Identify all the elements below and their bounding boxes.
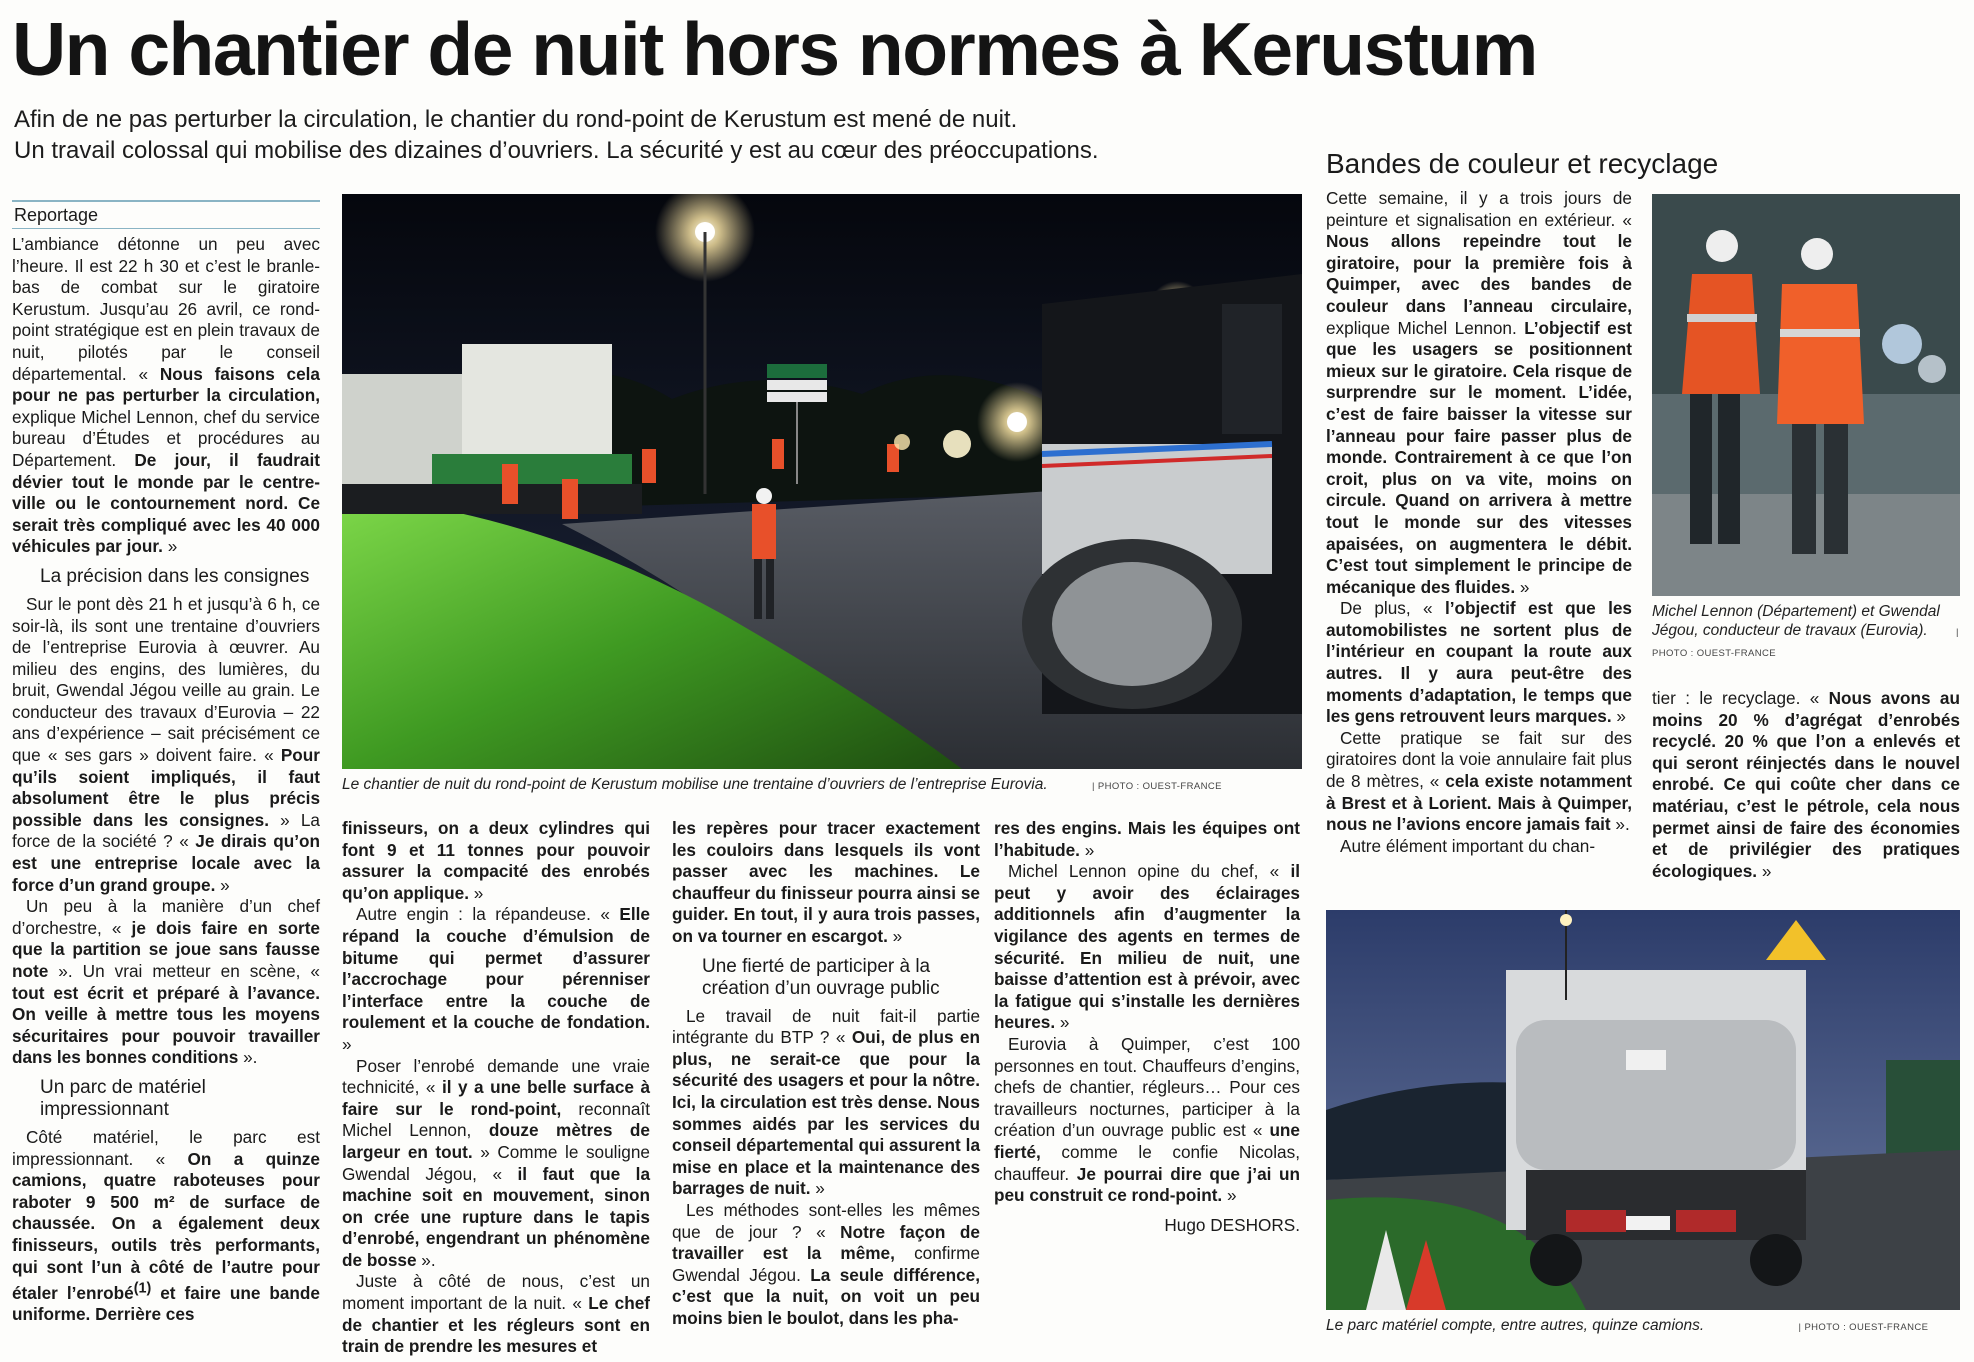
paragraph: Eurovia à Quimper, c’est 100 personnes en tout. Chauffeurs d’engins, chefs de chantier, régleurs… Pour ces travailleurs nocturnes, participer à la création d’un ouvrage public est « une fierté, comme le confie Nicolas, chauffeur. Je pourrai dire que j’ai un peu construit ce rond-point. » <box>994 1033 1300 1206</box>
two-men-illustration <box>1652 194 1960 596</box>
subhead-2: Un parc de matériel impressionnant <box>40 1076 206 1120</box>
paragraph: Autre élément important du chan- <box>1340 835 1596 856</box>
paragraph: tier : le recyclage. « Nous avons au moins 20 % d’agrégat d’enrobés recyclé. 20 % que l’on a enlevés et qui seront réinjectés dans le nouvel enrobé. Ce qui coûte cher dans ce matériau, c’est le pétrole, cela nous permet ainsi de faire des économies et de privilégier des pratiques écologiques. » <box>1652 688 1960 881</box>
paragraph: Sur le pont dès 21 h et jusqu’à 6 h, ce soir-là, ils sont une trentaine d’ouvriers de l’entreprise Eurovia à œuvrer. Au milieu des engins, des lumières, du bruit, Gwendal Jégou veille au grain. Le conducteur des travaux d’Eurovia – 22 ans d’expérience – sait précisément ce que « ses gars » doivent faire. « Pour qu’ils soient impliqués, il faut absolument être le plus précis possible dans les consignes. » La force de la société ? « Je dirais qu’on est une entreprise locale avec la force d’un grand groupe. » <box>12 593 321 895</box>
subhead-3: Une fierté de participer à la création d’un ouvrage public <box>702 955 940 999</box>
paragraph: finisseurs, on a deux cylindres qui font 9 et 11 tonnes pour pouvoir assurer la compacité des enrobés qu’on applique. » <box>342 818 650 903</box>
truck-photo <box>1326 910 1960 1310</box>
article-column-6 <box>1652 688 1960 882</box>
photo-credit: | PHOTO : OUEST-FRANCE <box>1798 1322 1929 1333</box>
main-photo-caption <box>342 775 1302 796</box>
photo-credit: | PHOTO : OUEST-FRANCE <box>1652 627 1959 659</box>
caption-text: Le chantier de nuit du rond-point de Kerustum mobilise une trentaine d’ouvriers de l’entreprise Eurovia. <box>342 776 1048 793</box>
night-roadworks-illustration <box>342 194 1302 769</box>
paragraph: Côté matériel, le parc est impressionnant. « On a quinze camions, quatre raboteuses pour raboter 9 500 m² de surface de chaussée. On a également deux finisseurs, outils très performants, qui sont l’un à côté de l’autre pour étaler l’enrobé$^{(1)}$ et faire une bande uniforme. Derrière ces <box>12 1126 320 1325</box>
main-photo <box>342 194 1302 769</box>
paragraph: L’ambiance détonne un peu avec l’heure. Il est 22 h 30 et c’est le branle-bas de combat sur le giratoire Kerustum. Jusqu’au 26 avril, ce rond-point stratégique est en plein travaux de nuit, pilotés par le conseil départemental. « Nous faisons cela pour ne pas perturber la circulation, explique Michel Lennon, chef du service bureau d’Études et procédures au Département. De jour, il faudrait dévier tout le monde par le centre-ville ou le contournement nord. Ce serait très compliqué avec les 40 000 véhicules par jour. » <box>12 234 320 557</box>
subhead-1: La précision dans les consignes <box>40 565 310 587</box>
paragraph: Poser l’enrobé demande une vraie technicité, « il y a une belle surface à faire sur le rond-point, reconnaît Michel Lennon, douze mètres de largeur en tout. » Comme le souligne Gwendal Jégou, « il faut que la machine soit en mouvement, sinon on crée une rupture dans le tapis d’enrobé, engendrant un phénomène de bosse ». <box>342 1055 651 1270</box>
caption-text: Le parc matériel compte, entre autres, quinze camions. <box>1326 1317 1705 1334</box>
paragraph: Un peu à la manière d’un chef d’orchestre, « je dois faire en sorte que la partition se joue sans fausse note ». Un vrai metteur en scène, « tout est écrit et préparé à l’avance. On veille à mettre tous les moyens sécuritaires pour pouvoir travailler dans les bonnes conditions ». <box>12 896 320 1068</box>
article-column-4 <box>994 818 1300 1236</box>
truck-photo-caption <box>1326 1316 1960 1337</box>
article-column-2 <box>342 818 650 1358</box>
paragraph: Les méthodes sont-elles les mêmes que de jour ? « Notre façon de travailler est la même, confirme Gwendal Jégou. La seule différence, c’est que la nuit, on voit un peu moins bien le boulot, dans les pha- <box>672 1199 980 1328</box>
standfirst <box>14 104 1314 166</box>
paragraph: Cette pratique se fait sur des giratoires dont la voie annulaire fait plus de 8 mètres, « cela existe notamment à Brest et à Lorient. Mais à Quimper, nous ne l’avions encore jamais fait ». <box>1326 727 1632 835</box>
rubric-label: Reportage <box>12 200 320 229</box>
paragraph: Le travail de nuit fait-il partie intégrante du BTP ? « Oui, de plus en plus, ne serait-ce que pour la sécurité des usagers et pour la nôtre. Ici, la circulation est très dense. Nous sommes aidés par les services du conseil départemental qui assurent la mise en place et la maintenance des barrages de nuit. » <box>672 1005 980 1199</box>
paragraph: Autre engin : la répandeuse. « Elle répand la couche d’émulsion de bitume qui permet d’assurer l’accrochage pour pérenniser l’interface entre la couche de roulement et la couche de fondation. » <box>342 904 650 1054</box>
caption-text: Michel Lennon (Département) et Gwendal Jégou, conducteur de travaux (Eurovia). <box>1652 603 1940 639</box>
paragraph: De plus, « l’objectif est que les automobilistes ne sortent plus de l’intérieur en coupant la route aux autres. Il y aura peut-être des moments d’adaptation, le temps que les gens retrouvent leurs marques. » <box>1326 598 1632 727</box>
portrait-photo <box>1652 194 1960 596</box>
standfirst-line-1: Afin de ne pas perturber la circulation, le chantier du rond-point de Kerustum est mené de nuit. <box>14 106 1018 133</box>
side-heading: Bandes de couleur et recyclage <box>1326 148 1719 179</box>
portrait-photo-caption <box>1652 602 1960 663</box>
paragraph: res des engins. Mais les équipes ont l’habitude. » <box>994 818 1300 860</box>
byline: Hugo DESHORS. <box>1164 1214 1300 1235</box>
article-column-3 <box>672 818 980 1329</box>
paragraph: les repères pour tracer exactement les couloirs dans lesquels ils vont passer avec les machines. Le chauffeur du finisseur pourra ainsi se guider. En tout, il y aura trois passes, on va tourner en escargot. » <box>672 818 980 946</box>
headline: Un chantier de nuit hors normes à Kerustum <box>12 7 1537 91</box>
paragraph: Juste à côté de nous, c’est un moment important de la nuit. « Le chef de chantier et les régleurs sont en train de prendre les mesures et <box>342 1271 650 1357</box>
paragraph: Michel Lennon opine du chef, « il peut y avoir des éclairages additionnels afin d’augmenter la vigilance des agents en termes de sécurité. En milieu de nuit, une baisse d’attention est à prévoir, avec la fatigue qui s’installe les dernières heures. » <box>994 861 1300 1033</box>
article-column-1 <box>12 234 320 1326</box>
standfirst-line-2: Un travail colossal qui mobilise des dizaines d’ouvriers. La sécurité y est au cœur des préoccupations. <box>14 137 1099 164</box>
truck-illustration <box>1326 910 1960 1310</box>
photo-credit: | PHOTO : OUEST-FRANCE <box>1091 781 1222 792</box>
paragraph: Cette semaine, il y a trois jours de peinture et signalisation en extérieur. « Nous allons repeindre tout le giratoire, pour la première fois à Quimper, avec des bandes de couleur dans l’anneau circulaire, explique Michel Lennon. L’objectif est que les usagers se positionnent mieux sur le giratoire. Cela risque de surprendre sur le moment. L’idée, c’est de faire baisser la vitesse sur l’anneau pour faire passer plus de monde. Contrairement à ce que l’on croit, plus on va vite, moins on circule. Quand on arrivera à mettre tout le monde sur des vitesses apaisées, on augmentera le débit. C’est tout simplement le principe de mécanique des fluides. » <box>1326 188 1632 597</box>
